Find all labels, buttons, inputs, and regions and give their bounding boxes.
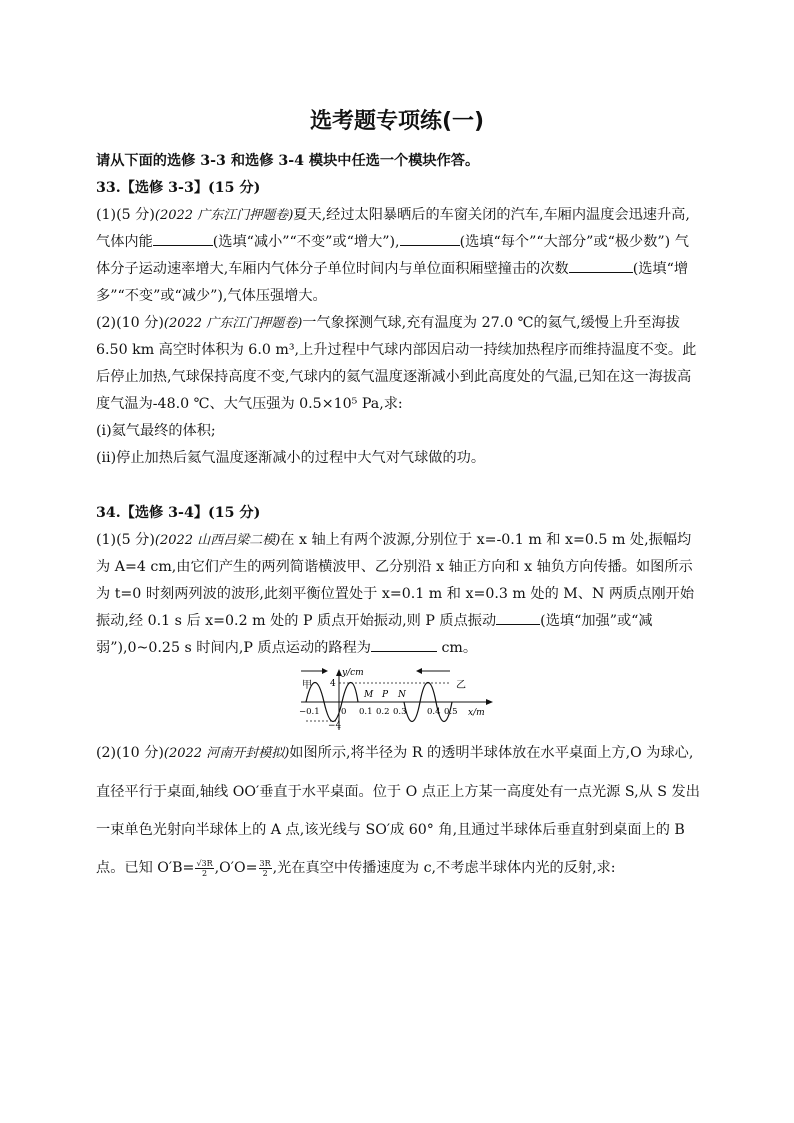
fraction-numerator: √3R [196,858,213,868]
q34-part2-text-a: 如图所示,将半径为 R 的透明半球体放在水平桌面上方,O 为球心,直径平行于桌面,轴线 OO′垂直于水平桌面。位于 O 点正上方某一高度处有一点光源 S,从 S 发出一束单色光射向半球体上的 A 点,该光线与 SO′成 60° 角,且通过半球体后垂直射到桌面上的 B 点。已知 O′B= [96,745,700,876]
q34-part2-source: (2022 河南开封模拟) [163,746,290,761]
q34-part1 [96,527,702,662]
wave-figure [296,664,516,734]
fraction-numerator: 3R [259,858,271,868]
q34-part1-text-c: cm。 [441,640,478,656]
wave-left-label: 甲 [302,680,312,691]
fraction-denominator: 2 [262,868,268,878]
q34-part1-source: (2022 山西吕梁二模) [154,533,281,548]
q33-part1 [96,202,702,310]
x-axis-label: x/m [468,708,485,718]
x-tick-label: 0.2 [376,707,390,717]
content [96,148,702,887]
q34-part2-text-b: ,O′O= [214,860,258,876]
wave-right-label: 乙 [456,680,466,691]
y-tick-bottom: −4 [328,721,342,731]
q34-part1-text-a: 在 x 轴上有两个波源,分别位于 x=-0.1 m 和 x=0.5 m 处,振幅均为 A=4 cm,由它们产生的两列简谐横波甲、乙分别沿 x 轴正方向和 x 轴负方向传播。如图所示为 t=0 时刻两列波的波形,此刻平衡位置处于 x=0.1 m 和 x=0.3 m 处的 M、N 两质点刚开始振动,经 0.1 s 后 x=0.2 m 处的 P 质点开始振动,则 P 质点振动 [96,532,695,629]
q33-part2-label: (2)(10 分) [96,315,164,331]
q34-heading: 34.【选修 3-4】(15 分) [96,505,261,521]
x-tick-label: 0.5 [444,707,458,717]
q33-part1-source: (2022 广东江门押题卷) [154,208,294,223]
instructions: 请从下面的选修 3-3 和选修 3-4 模块中任选一个模块作答。 [96,153,480,169]
q34-part2-text-c: ,光在真空中传播速度为 c,不考虑半球体内光的反射,求: [272,860,616,876]
arrow-right-icon [322,668,328,674]
fraction-oo [259,859,272,878]
q33-subq-i: (ⅰ)氦气最终的体积; [96,423,216,439]
point-p-label: P [382,690,389,700]
q34-part1-label: (1)(5 分) [96,532,155,548]
q33-part1-label: (1)(5 分) [96,207,155,223]
q33-part2 [96,310,702,418]
x-tick-label: 0.1 [359,707,373,717]
q33-part1-text-b: (选填“减小”“不变”或“增大”), [212,234,400,250]
fraction-ob [195,859,213,878]
q33-part1-text-d: (选填“增多”“不变”或“减少”),气体压强增大。 [96,261,689,304]
point-n-label: N [398,690,406,700]
q33-part1-text-c: (选填“每个”“大部分”或“极少数”) 气体分子运动速率增大,车厢内气体分子单位时间内与单位面积厢壁撞击的次数 [96,234,689,277]
answer-blank-4[interactable] [496,608,540,625]
y-tick-top: 4 [330,679,336,689]
fraction-denominator: 2 [202,868,208,878]
x-tick-labels [299,707,458,717]
q34-part1-text-b: (选填“加强”或“减弱”),0~0.25 s 时间内,P 质点运动的路程为 [96,613,653,656]
q33-subq-ii: (ⅱ)停止加热后氦气温度逐渐减小的过程中大气对气球做的功。 [96,450,486,466]
x-axis-arrow-icon [486,699,493,705]
x-tick-label: 0.3 [393,707,407,717]
answer-blank-2[interactable] [400,229,460,246]
x-tick-label: 0 [341,707,347,717]
page-title: 选考题专项练(一) [309,109,485,134]
x-tick-label: 0.4 [427,707,441,717]
y-axis-label: y/cm [342,668,364,678]
q34-part2-label: (2)(10 分) [96,745,164,761]
answer-blank-3[interactable] [569,256,633,273]
q33-heading: 33.【选修 3-3】(15 分) [96,180,261,196]
x-tick-label: −0.1 [299,707,320,717]
point-m-label: M [364,690,374,700]
answer-blank-5[interactable] [371,635,437,652]
q33-part1-text-a: 夏天,经过太阳暴晒后的车窗关闭的汽车,车厢内温度会迅速升高,气体内能 [96,207,690,250]
arrow-left-icon [416,668,422,674]
q34-part2 [96,734,702,887]
answer-blank-1[interactable] [153,229,213,246]
q33-part2-source: (2022 广东江门押题卷) [163,316,303,331]
q33-part2-text: 一气象探测气球,充有温度为 27.0 ℃的氦气,缓慢上升至海拔 6.50 km 高空时体积为 6.0 m³,上升过程中气球内部因启动一持续加热程序而维持温度不变。此后停止加热,气球保持高度不变,气球内的氦气温度逐渐减小到此高度处的气温,已知在这一海拔高度气温为-48.0 ℃、大气压强为 0.5×10⁵ Pa,求: [96,315,697,412]
